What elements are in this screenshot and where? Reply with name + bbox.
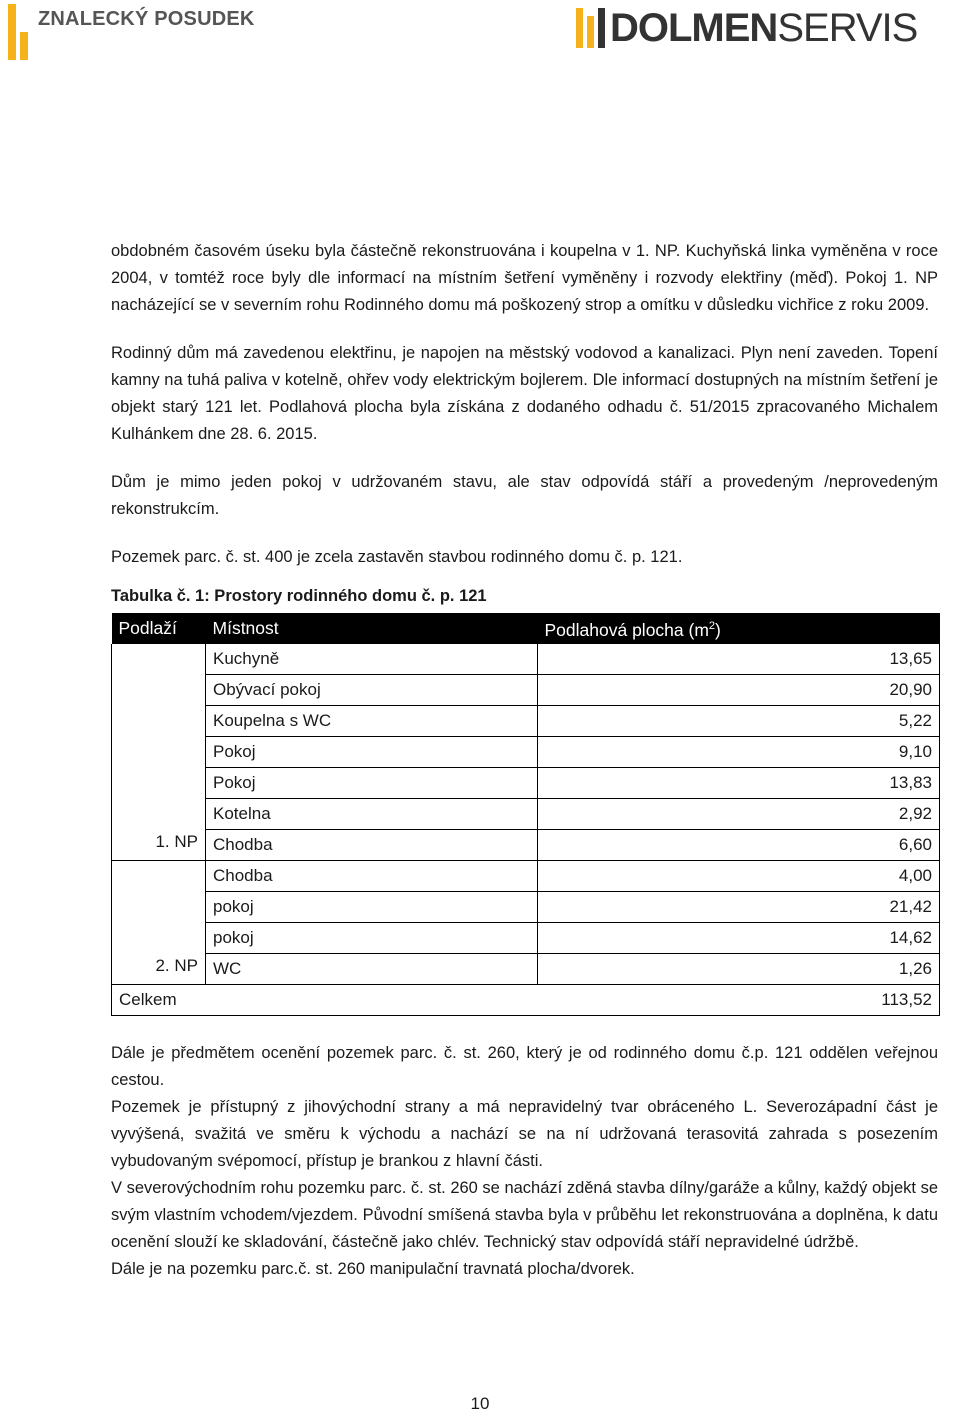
paragraph: Rodinný dům má zavedenou elektřinu, je napojen na městský vodovod a kanalizaci. Plyn není zaveden. Topení kamny na tuhá paliva v kotelně, ohřev vody elektrickým bojlerem. Dle informací dostupných na místním šetření je objekt starý 121 let. Podlahová plocha byla získána z dodaného odhadu č. 51/2015 zpracovaného Michalem Kulhánkem dne 28. 6. 2015. xyxy=(111,344,938,443)
room-cell: Koupelna s WC xyxy=(206,705,538,736)
area-cell: 2,92 xyxy=(538,798,940,829)
table-row xyxy=(112,644,940,675)
paragraph: Pozemek je přístupný z jihovýchodní strany a má nepravidelný tvar obráceného L. Severozápadní část je vyvýšená, svažitá ve směru k východu a nachází se na ní udržovaná terasovitá zahrada s posezením vybudovaným svépomocí, přístup je brankou z hlavní části. xyxy=(111,1097,938,1170)
header-floor: Podlaží xyxy=(112,613,206,644)
header-area: Podlahová plocha $(m^2)$ xyxy=(538,613,940,644)
table-row xyxy=(112,798,940,829)
area-cell: 13,83 xyxy=(538,767,940,798)
company-logo xyxy=(576,6,952,50)
room-cell: Chodba xyxy=(206,860,538,891)
room-cell: Kotelna xyxy=(206,798,538,829)
logo-text-light: SERVIS xyxy=(777,6,918,50)
area-cell: 1,26 xyxy=(538,953,940,984)
paragraph: Dále je na pozemku parc.č. st. 260 manipulační travnatá plocha/dvorek. xyxy=(111,1259,635,1278)
paragraph: Pozemek parc. č. st. 400 je zcela zastavěn stavbou rodinného domu č. p. 121. xyxy=(111,548,683,566)
table-row xyxy=(112,705,940,736)
page-header xyxy=(0,0,960,70)
paragraph: Dům je mimo jeden pokoj v udržovaném stavu, ale stav odpovídá stáří a provedeným /neprovedeným rekonstrukcím. xyxy=(111,473,938,518)
table-row xyxy=(112,736,940,767)
paragraph: Dále je předmětem ocenění pozemek parc. č. st. 260, který je od rodinného domu č.p. 121 oddělen veřejnou cestou. xyxy=(111,1043,938,1089)
document-body xyxy=(111,238,938,1283)
table-total-row xyxy=(112,984,940,1015)
table-row xyxy=(112,829,940,860)
area-cell: 6,60 xyxy=(538,829,940,860)
floor-cell: 1. NP xyxy=(112,644,206,861)
page-number: 10 xyxy=(470,1394,490,1413)
floor-cell: 2. NP xyxy=(112,860,206,984)
room-cell: Pokoj xyxy=(206,767,538,798)
room-cell: Obývací pokoj xyxy=(206,674,538,705)
table-row xyxy=(112,891,940,922)
logo-text-bold: DOLMEN xyxy=(610,6,778,50)
paragraph: obdobném časovém úseku byla částečně rekonstruována i koupelna v 1. NP. Kuchyňská linka vyměněna v roce 2004, v tomtéž roce byly dle informací na místním šetření vyměněny i rozvody elektřiny (měď). Pokoj 1. NP nacházející se v severním rohu Rodinného domu má poškozený strop a omítku v důsledku vichřice z roku 2009. xyxy=(111,242,938,314)
area-cell: 13,65 xyxy=(538,644,940,675)
area-cell: 4,00 xyxy=(538,860,940,891)
table-row xyxy=(112,953,940,984)
logo-text xyxy=(610,6,917,50)
room-cell: Kuchyně xyxy=(206,644,538,675)
table-row xyxy=(112,922,940,953)
area-cell: 5,22 xyxy=(538,705,940,736)
table-caption: Tabulka č. 1: Prostory rodinného domu č. p. 121 xyxy=(111,587,487,605)
table-row xyxy=(112,674,940,705)
header-room: Místnost xyxy=(206,613,538,644)
logo-mark-icon xyxy=(576,8,606,48)
rooms-table xyxy=(111,613,940,1016)
room-cell: WC xyxy=(206,953,538,984)
header-title: ZNALECKÝ POSUDEK xyxy=(38,8,255,30)
paragraph: V severovýchodním rohu pozemku parc. č. st. 260 se nachází zděná stavba dílny/garáže a kůlny, každý objekt se svým vlastním vchodem/vjezdem. Původní smíšená stavba byla v průběhu let rekonstruována a doplněna, k datu ocenění slouží ke skladování, částečně jako chlév. Technický stav odpovídá stáří nepravidelné údržbě. xyxy=(111,1178,938,1251)
area-cell: 14,62 xyxy=(538,922,940,953)
area-cell: 21,42 xyxy=(538,891,940,922)
logo-bars-icon xyxy=(8,4,32,60)
area-cell: 9,10 xyxy=(538,736,940,767)
table-row xyxy=(112,860,940,891)
room-cell: pokoj xyxy=(206,922,538,953)
table-header-row xyxy=(112,613,940,644)
room-cell: pokoj xyxy=(206,891,538,922)
room-cell: Pokoj xyxy=(206,736,538,767)
table-row xyxy=(112,767,940,798)
total-label: Celkem xyxy=(112,984,538,1015)
room-cell: Chodba xyxy=(206,829,538,860)
area-cell: 20,90 xyxy=(538,674,940,705)
total-value: 113,52 xyxy=(538,984,940,1015)
